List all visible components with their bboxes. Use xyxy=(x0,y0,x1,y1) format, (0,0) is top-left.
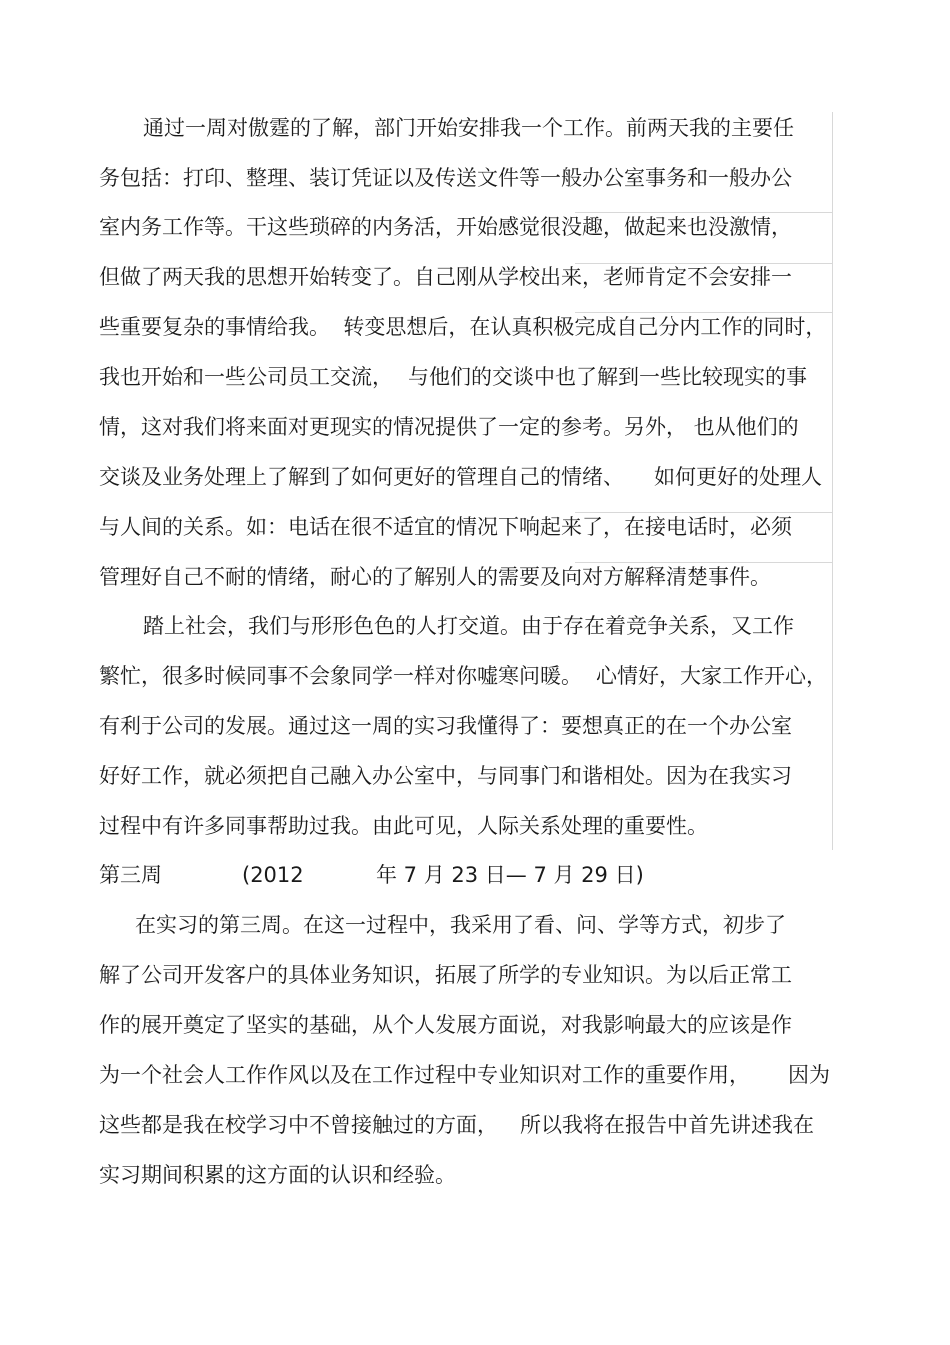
paragraph-line: 我也开始和一些公司员工交流， xyxy=(99,365,393,389)
paragraph-line: 室内务工作等。干这些琐碎的内务活，开始感觉很没趣，做起来也没激情， xyxy=(99,215,792,239)
paragraph-line: 作的展开奠定了坚实的基础，从个人发展方面说，对我影响最大的应该是作 xyxy=(99,1013,792,1037)
paragraph-line: 实习期间积累的这方面的认识和经验。 xyxy=(99,1163,456,1187)
paragraph-line: 情，这对我们将来面对更现实的情况提供了一定的参考。另外， 也从他们的 xyxy=(99,415,799,439)
week-heading-year: (2012 xyxy=(242,863,304,887)
paragraph-line: 所以我将在报告中首先讲述我在 xyxy=(520,1113,814,1137)
paragraph-line: 好好工作，就必须把自己融入办公室中，与同事门和谐相处。因为在我实习 xyxy=(99,764,792,788)
paragraph-line: 解了公司开发客户的具体业务知识，拓展了所学的专业知识。为以后正常工 xyxy=(99,963,792,987)
week-heading-dates: 年 7 月 23 日— 7 月 29 日) xyxy=(376,863,644,887)
paragraph-line: 交谈及业务处理上了解到了如何更好的管理自己的情绪、 xyxy=(99,465,624,489)
paragraph-line: 心情好，大家工作开心， xyxy=(596,664,827,688)
paragraph-line: 这些都是我在校学习中不曾接触过的方面， xyxy=(99,1113,498,1137)
box-rule-right xyxy=(832,112,833,850)
paragraph-line: 务包括：打印、整理、装订凭证以及传送文件等一般办公室事务和一般办公 xyxy=(99,166,792,190)
paragraph-line: 过程中有许多同事帮助过我。由此可见，人际关系处理的重要性。 xyxy=(99,814,708,838)
paragraph-line: 管理好自己不耐的情绪，耐心的了解别人的需要及向对方解释清楚事件。 xyxy=(99,565,771,589)
paragraph-line: 踏上社会，我们与形形色色的人打交道。由于存在着竞争关系，又工作 xyxy=(143,614,794,638)
paragraph-line: 为一个社会人工作作风以及在工作过程中专业知识对工作的重要作用， xyxy=(99,1063,750,1087)
paragraph-line: 些重要复杂的事情给我。 转变思想后，在认真积极完成自己分内工作的同时， xyxy=(99,315,827,339)
week-heading-label: 第三周 xyxy=(99,863,162,887)
paragraph-line: 如何更好的处理人 xyxy=(654,465,822,489)
paragraph-line: 繁忙，很多时候同事不会象同学一样对你嘘寒问暖。 xyxy=(99,664,582,688)
paragraph-line: 有利于公司的发展。通过这一周的实习我懂得了：要想真正的在一个办公室 xyxy=(99,714,792,738)
paragraph-line: 与人间的关系。如：电话在很不适宜的情况下响起来了，在接电话时，必须 xyxy=(99,515,792,539)
paragraph-line: 因为 xyxy=(788,1063,830,1087)
paragraph-line: 通过一周对傲霆的了解，部门开始安排我一个工作。前两天我的主要任 xyxy=(143,116,794,140)
paragraph-line: 与他们的交谈中也了解到一些比较现实的事 xyxy=(408,365,807,389)
paragraph-line: 在实习的第三周。在这一过程中，我采用了看、问、学等方式，初步了 xyxy=(135,913,786,937)
paragraph-line: 但做了两天我的思想开始转变了。自己刚从学校出来，老师肯定不会安排一 xyxy=(99,265,792,289)
